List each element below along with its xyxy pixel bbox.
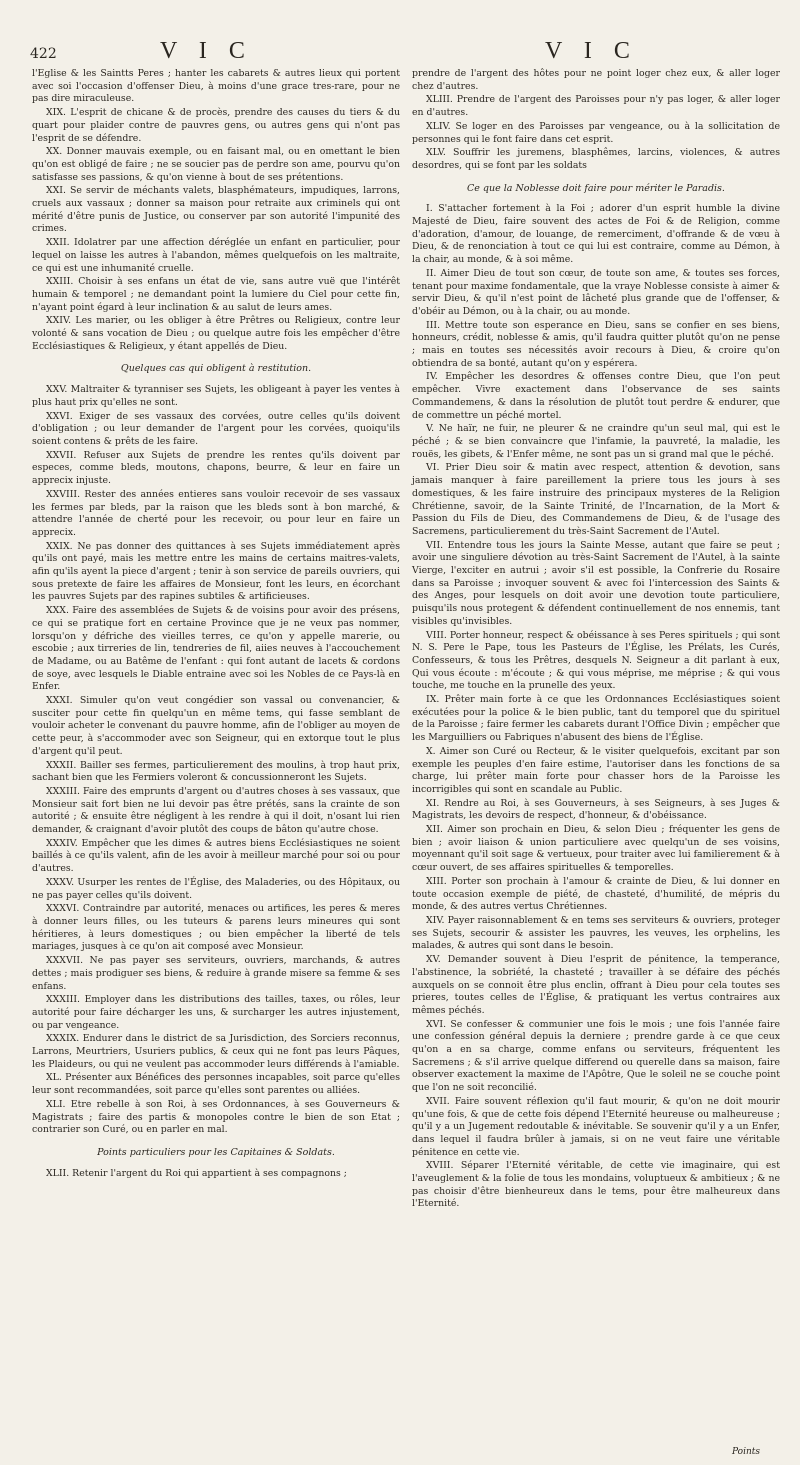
paragraph: X. Aimer son Curé ou Recteur, & le visiter quelquefois, excitant par son exemple les peuples d'en faire estime, l'autoriser dans les fonctions de sa charge, lui prêter main forte pour chasser hors de la Paroisse les incorrigibles qui sont en scandale au Public. [412, 745, 780, 795]
paragraph: XII. Aimer son prochain en Dieu, & selon Dieu ; fréquenter les gens de bien ; avoir liaison & union particuliere avec quelqu'un de ses voisins, moyennant qu'il soit sage & vertueux, pour traiter avec lui familierement & à cœur ouvert, de ses affaires spirituelles & temporelles. [412, 824, 780, 874]
paragraph: XVI. Se confesser & communier une fois le mois ; une fois l'année faire une confession général depuis la derniere ; prendre garde à ce que ceux qu'on a en sa charge, comme enfans ou serviteurs, fréquentent les Sacremens ; & s'il arrive quelque differend ou querelle dans sa maison, faire observer exactement la maxime de l'Apôtre, Que le soleil ne se couche point que l'on ne soit reconcilié. [412, 1018, 780, 1094]
paragraph: XXXII. Bailler ses fermes, particulierement des moulins, à trop haut prix, sachant bien que les Fermiers voleront & concussionneront les Sujets. [32, 759, 400, 784]
paragraph: III. Mettre toute son esperance en Dieu, sans se confier en ses biens, honneurs, crédit, noblesse & amis, qu'il faudra quitter plutôt qu'on ne pense ; mais en toutes ses nécessités avoir recours à Dieu, & croire qu'on obtiendra de sa bonté, autant qu'on y espérera. [412, 319, 780, 369]
paragraph: XVIII. Séparer l'Eternité véritable, de cette vie imaginaire, qui est l'aveuglement & la folie de tous les mondains, voluptueux & ambitieux ; & ne pas choisir d'être bienheureux dans le tems, pour être malheureux dans l'Eternité. [412, 1160, 780, 1210]
paragraph: XXX. Faire des assemblées de Sujets & de voisins pour avoir des présens, ce qui se pratique fort en certaine Province que je ne veux pas nommer, lorsqu'on y défriche des vieilles terres, ce qu'on y appelle marerie, ou escobie ; aux tirreries de lin, tendreries de fil, aiies neuves à l'accouchement de Madame, ou au Batême de l'enfant : qui font autant de lacets & cordons de soye, avec lesquels le Diable entraine avec soi les Nobles de ce Pays-là en Enfer. [32, 605, 400, 693]
paragraph: VIII. Porter honneur, respect & obéissance à ses Peres spirituels ; qui sont N. S. Pere le Pape, tous les Pasteurs de l'Église, les Prélats, les Curés, Confesseurs, & tous les Prêtres, desquels N. Seigneur a dit parlant à eux, Qui vous écoute : m'écoute ; & qui vous méprise, me méprise ; & qui vous touche, me touche en la prunelle des yeux. [412, 629, 780, 692]
paragraph: XIII. Porter son prochain à l'amour & crainte de Dieu, & lui donner en toute occasion exemple de piété, de chasteté, d'humilité, de mépris du monde, & des autres vertus Chrétiennes. [412, 875, 780, 913]
paragraph: XX. Donner mauvais exemple, ou en faisant mal, ou en omettant le bien qu'on est obligé de faire ; ne se soucier pas de perdre son ame, pourvu qu'on satisfasse ses passions, & qu'on vienne à bout de ses prétentions. [32, 146, 400, 183]
paragraph: XXIV. Les marier, ou les obliger à être Prêtres ou Religieux, contre leur volonté & sans vocation de Dieu ; ou quelque autre fois les empêcher d'être Ecclésiastiques & Religieux, y étant appellés de Dieu. [32, 315, 400, 352]
paragraph: XXXIX. Endurer dans le district de sa Jurisdiction, des Sorciers reconnus, Larrons, Meurtriers, Usuriers publics, & ceux qui ne font pas leurs Pâques, les Plaideurs, ou qui ne veulent pas accommoder leurs différends à l'amiable. [32, 1033, 400, 1070]
paragraph: XXXI. Simuler qu'on veut congédier son vassal ou convenancier, & susciter pour cette fin quelqu'un en même tems, qui fasse semblant de vouloir acheter le convenant du pauvre homme, afin de l'obliger au moyen de cette peur, à s'accommoder avec son Seigneur, qui en extorque tout le plus d'argent qu'il peut. [32, 695, 400, 757]
paragraph: VI. Prier Dieu soir & matin avec respect, attention & devotion, sans jamais manquer à faire pareillement la priere tous les jours à ses domestiques, & les faire instruire des principaux mysteres de la Religion Chrétienne, savoir, de la Sainte Trinité, de l'Incarnation, de la Mort & Passion du Fils de Dieu, des Commandemens de Dieu, & de l'usage des Sacremens, particulierement du très-Saint Sacrement de l'Autel. [412, 462, 780, 537]
paragraph: IV. Empêcher les desordres & offenses contre Dieu, que l'on peut empêcher. Vivre exactement dans l'observance de ses saints Commandemens, & dans la résolution de plutôt tout perdre & endurer, que de commettre un péché mortel. [412, 371, 780, 421]
paragraph: XLI. Etre rebelle à son Roi, à ses Ordonnances, à ses Gouverneurs & Magistrats ; faire des partis & monopoles contre le bien de son Etat ; contrarier son Curé, ou en parler en mal. [32, 1098, 400, 1136]
paragraph: XV. Demander souvent à Dieu l'esprit de pénitence, la temperance, l'abstinence, la sobriété, la chasteté ; travailler à se défaire des péchés auxquels on se connoit être plus enclin, offrant à Dieu pour cela toutes ses prieres, toutes celles de l'Église, & pratiquant les vertus contraires aux mêmes péchés. [412, 954, 780, 1016]
section-heading: Quelques cas qui obligent à restitution. [120, 363, 312, 375]
paragraph: XLIV. Se loger en des Paroisses par vengeance, ou à la sollicitation de personnes qui le font faire dans cet esprit. [412, 120, 780, 145]
paragraph: VII. Entendre tous les jours la Sainte Messe, autant que faire se peut ; avoir une singuliere dévotion au très-Saint Sacrement de l'Autel, à la sainte Vierge, l'exciter en autrui ; avoir s'il est possible, la Confrerie du Rosaire dans sa Paroisse ; invoquer souvent & avec foi l'intercession des Saints & des Anges, pour lesquels on doit avoir une devotion toute particuliere, puisqu'ils nous protegent & défendent continuellement de nos ennemis, tant visibles qu'invisibles. [412, 539, 780, 627]
paragraph: XXXV. Usurper les rentes de l'Église, des Maladeries, ou des Hôpitaux, ou ne pas payer celles qu'ils doivent. [32, 876, 400, 901]
paragraph: IX. Prêter main forte à ce que les Ordonnances Ecclésiastiques soient exécutées pour la police & le bien public, tant du temporel que du spirituel de la Paroisse ; faire fermer les cabarets durant l'Office Divin ; empêcher que les Marguilliers ou Fabriques n'abusent des biens de l'Église. [412, 694, 781, 744]
paragraph: XLII. Retenir l'argent du Roi qui appartient à ses compagnons ; [46, 1167, 347, 1179]
section-heading: Points particuliers pour les Capitaines & Soldats. [97, 1146, 335, 1158]
paragraph: XXI. Se servir de méchants valets, blasphémateurs, impudiques, larrons, cruels aux vassaux ; donner sa maison pour retraite aux criminels qui ont mérité d'être punis de Justice, ou conserver par son autorité l'impunité des crimes. [32, 185, 400, 235]
paragraph: XXXIII. Employer dans les distributions des tailles, taxes, ou rôles, leur autorité pour faire décharger les uns, & surcharger les autres injustement, ou par vengeance. [32, 994, 400, 1031]
paragraph: XLIII. Prendre de l'argent des Paroisses pour n'y pas loger, & aller loger en d'autres. [412, 94, 780, 119]
paragraph: l'Eglise & les Saintts Peres ; hanter les cabarets & autres lieux qui portent avec soi l'occasion d'offenser Dieu, à moins d'une grace tres-rare, pour ne pas dire miraculeuse. [32, 68, 400, 105]
right-column [412, 68, 780, 1212]
paragraph: XXVIII. Rester des années entieres sans vouloir recevoir de ses vassaux les fermes par bleds, par la raison que les bleds sont à bon marché, & attendre l'année de cherté pour les recevoir, ou pour leur en faire un apprecix. [32, 488, 400, 538]
paragraph: V. Ne haïr, ne fuir, ne pleurer & ne craindre qu'un seul mal, qui est le péché ; & se bien convaincre que l'infamie, la pauvreté, la maladie, les rouës, les gibets, & l'Enfer même, ne sont pas un si grand mal que le péché. [412, 423, 780, 460]
page-number: 422 [30, 46, 57, 62]
paragraph: XLV. Souffrir les juremens, blasphêmes, larcins, violences, & autres desordres, qui se font par les soldats [412, 147, 780, 171]
paragraph: XXXIV. Empêcher que les dimes & autres biens Ecclésiastiques ne soient baillés à ce qu'ils valent, afin de les avoir à meilleur marché pour soi ou pour d'autres. [32, 837, 400, 875]
section-heading: Ce que la Noblesse doit faire pour mériter le Paradis. [467, 182, 725, 194]
paragraph: XXVII. Refuser aux Sujets de prendre les rentes qu'ils doivent par especes, comme bleds, moutons, chapons, beurre, & leur en faire un apprecix injuste. [32, 449, 400, 487]
paragraph: XXXVII. Ne pas payer ses serviteurs, ouvriers, marchands, & autres dettes ; mais prodiguer ses biens, & reduire à grande misere sa femme & ses enfans. [32, 955, 400, 992]
paragraph: XXII. Idolatrer par une affection déréglée un enfant en particulier, pour lequel on laisse les autres à l'abandon, mêmes quelquefois on les maltraite, ce qui est une inhumanité cruelle. [32, 237, 400, 274]
running-head-right: V I C [545, 38, 638, 64]
page-header [0, 38, 800, 68]
paragraph: XIX. L'esprit de chicane & de procès, prendre des causes du tiers & du quart pour plaider contre de pauvres gens, ou autres gens qui n'ont pas l'esprit de se défendre. [32, 107, 400, 144]
paragraph: XI. Rendre au Roi, à ses Gouverneurs, à ses Seigneurs, à ses Juges & Magistrats, les devoirs de respect, d'honneur, & d'obéissance. [412, 797, 780, 822]
paragraph: XVII. Faire souvent réflexion qu'il faut mourir, & qu'on ne doit mourir qu'une fois, & que de cette fois dépend l'Eternité heureuse ou malheureuse ; qu'il y a un Jugement redoutable & inévitable. Se souvenir qu'il y a un Enfer, dans lequel il faudra brûler à jamais, si on ne veut faire une véritable pénitence en cette vie. [412, 1095, 780, 1158]
running-head-left: V I C [160, 38, 253, 64]
paragraph: XL. Présenter aux Bénéfices des personnes incapables, soit parce qu'elles leur sont recommandées, soit parce qu'elles sont parentes ou alliées. [32, 1072, 400, 1097]
paragraph: XXVI. Exiger de ses vassaux des corvées, outre celles qu'ils doivent d'obligation ; ou leur demander de l'argent pour les corvées, quoiqu'ils soient contens & prêts de les faire. [32, 410, 400, 447]
left-column [32, 68, 400, 1181]
paragraph: XXXIII. Faire des emprunts d'argent ou d'autres choses à ses vassaux, que Monsieur sait fort bien ne lui devoir pas être prétés, sans la crainte de son autorité ; & ensuite être négligent à les rendre à qui il doit, n'osant lui rien demander, & craignant d'avoir plutôt des coups de bâton qu'autre chose. [32, 785, 400, 836]
paragraph: XXIX. Ne pas donner des quittances à ses Sujets immédiatement après qu'ils ont payé, mais les mettre entre les mains de certains maitres-valets, afin qu'ils ayent la piece d'argent ; tenir à son service de pareils ouvriers, qui sous pretexte de faire les affaires de Monsieur, font les leurs, en écorchant les pauvres Sujets par des rapines subtiles & artificieuses. [32, 540, 400, 603]
paragraph: II. Aimer Dieu de tout son cœur, de toute son ame, & toutes ses forces, tenant pour maxime fondamentale, que la vraye Noblesse consiste à aimer & servir Dieu, & qu'il n'est point de lâcheté plus grande que de l'offenser, & d'obéir au Démon, ou à la chair, ou au monde. [412, 267, 780, 317]
paragraph: I. S'attacher fortement à la Foi ; adorer d'un esprit humble la divine Majesté de Dieu, faire souvent des actes de Foi & de Religion, comme d'adoration, d'amour, de louange, de remerciment, d'offrande & de vœu à Dieu, & de renonciation à tout ce qui lui est contraire, comme au Démon, à la chair, au monde, & à soi même. [412, 203, 780, 266]
paragraph: XXV. Maltraiter & tyranniser ses Sujets, les obligeant à payer les ventes à plus haut prix qu'elles ne sont. [32, 384, 400, 408]
catchword: Points [731, 1447, 760, 1457]
paragraph: XXXVI. Contraindre par autorité, menaces ou artifices, les peres & meres à donner leurs filles, ou les tuteurs & parens leurs mineures qui sont héritieres, à leurs domestiques ; ou bien empêcher la liberté de tels mariages, jusques à ce qu'on ait composé avec Monsieur. [32, 903, 400, 953]
paragraph: prendre de l'argent des hôtes pour ne point loger chez eux, & aller loger chez d'autres. [412, 68, 780, 92]
paragraph: XIV. Payer raisonnablement & en tems ses serviteurs & ouvriers, proteger ses Sujets, secourir & assister les pauvres, les veuves, les orphelins, les malades, & autres qui sont dans le besoin. [412, 915, 780, 952]
paragraph: XXIII. Choisir à ses enfans un état de vie, sans autre vuë que l'intérêt humain & temporel ; ne demandant point la lumiere du Ciel pour cette fin, n'ayant point égard à leur inclination & au salut de leurs ames. [32, 276, 400, 313]
